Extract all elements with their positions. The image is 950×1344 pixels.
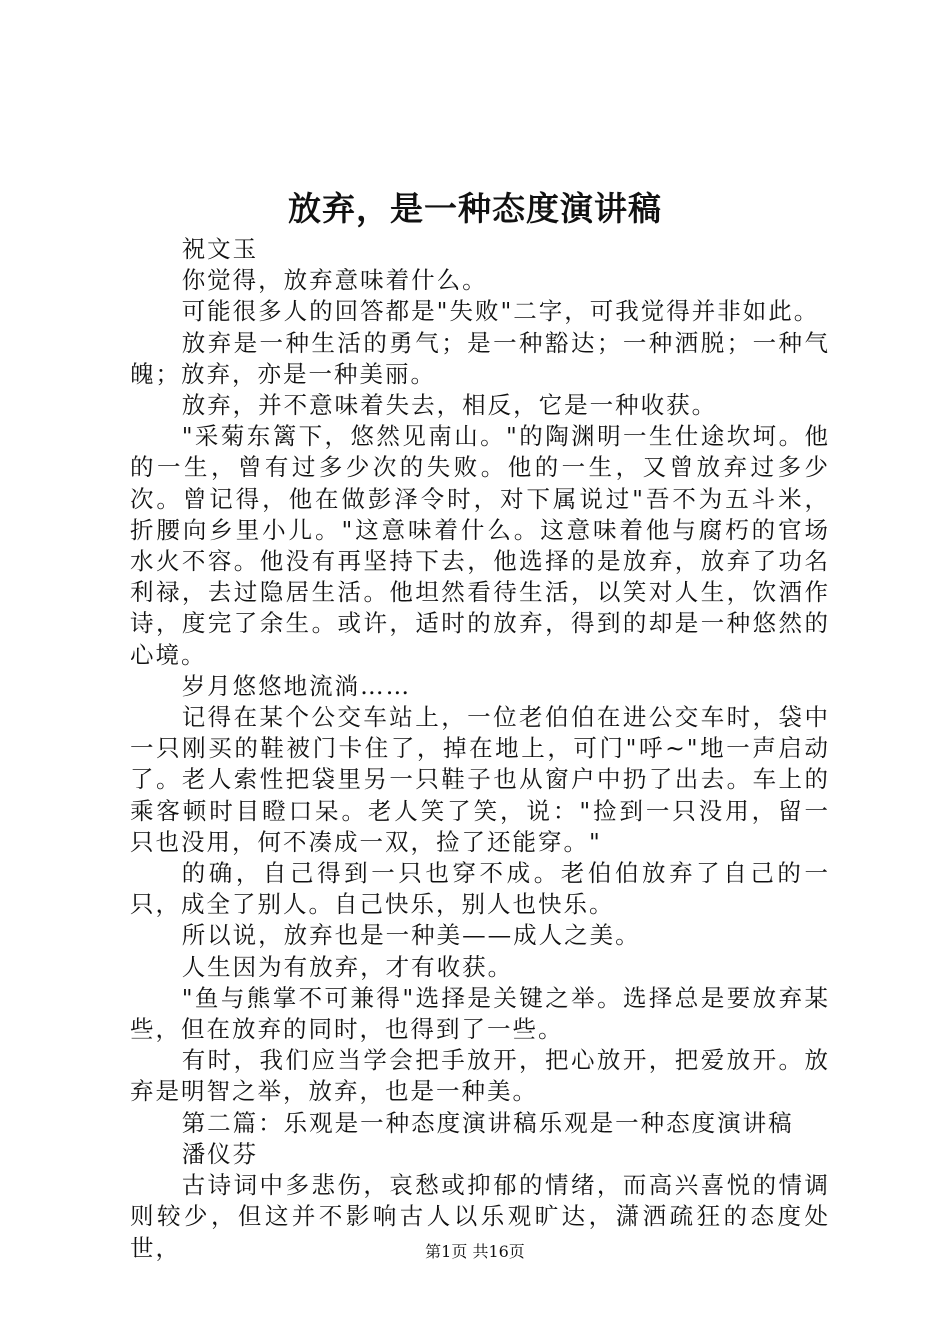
paragraph: 所以说，放弃也是一种美——成人之美。	[181, 921, 641, 950]
paragraph: "鱼与熊掌不可兼得"选择是关键之举。选择总是要放弃某些，但在放弃的同时，也得到了一些。	[130, 983, 830, 1044]
paragraph: 古诗词中多悲伤，哀愁或抑郁的情绪，而高兴喜悦的情调则较少，但这并不影响古人以乐观旷达，潇洒疏狂的态度处世，	[130, 1171, 830, 1262]
paragraph: 记得在某个公交车站上，一位老伯伯在进公交车时，袋中一只刚买的鞋被门卡住了，掉在地上，可门"呼~"地一声启动了。老人索性把袋里另一只鞋子也从窗户中扔了出去。车上的乘客顿时目瞪口呆。老人笑了笑，说："捡到一只没用，留一只也没用，何不凑成一双，捡了还能穿。"	[130, 703, 830, 856]
author-name: 潘仪芬	[181, 1139, 259, 1168]
page-footer: 第1页 共16页	[425, 1242, 525, 1261]
paragraph: 放弃，并不意味着失去，相反，它是一种收获。	[181, 391, 718, 420]
paragraph: 的确，自己得到一只也穿不成。老伯伯放弃了自己的一只，成全了别人。自己快乐，别人也快乐。	[130, 859, 830, 919]
paragraph: 岁月悠悠地流淌……	[181, 671, 412, 700]
author-name: 祝文玉	[181, 235, 259, 263]
paragraph: 你觉得，放弃意味着什么。	[181, 266, 488, 295]
document-title: 放弃，是一种态度演讲稿	[288, 189, 662, 228]
document-body	[130, 234, 830, 1264]
paragraph: 有时，我们应当学会把手放开，把心放开，把爱放开。放弃是明智之举，放弃，也是一种美。	[130, 1046, 830, 1106]
paragraph: 人生因为有放弃，才有收获。	[181, 952, 514, 981]
paragraph: "采菊东篱下，悠然见南山。"的陶渊明一生仕途坎坷。他的一生，曾有过多少次的失败。他的一生，又曾放弃过多少次。曾记得，他在做彭泽令时，对下属说过"吾不为五斗米，折腰向乡里小儿。"这意味着什么。这意味着他与腐朽的官场水火不容。他没有再坚持下去，他选择的是放弃，放弃了功名利禄，去过隐居生活。他坦然看待生活，以笑对人生，饮酒作诗，度完了余生。或许，适时的放弃，得到的却是一种悠然的心境。	[130, 422, 830, 669]
paragraph: 放弃是一种生活的勇气；是一种豁达；一种洒脱；一种气魄；放弃，亦是一种美丽。	[130, 328, 830, 388]
paragraph: 可能很多人的回答都是"失败"二字，可我觉得并非如此。	[181, 297, 820, 326]
section-heading: 第二篇：乐观是一种态度演讲稿乐观是一种态度演讲稿	[181, 1108, 794, 1137]
